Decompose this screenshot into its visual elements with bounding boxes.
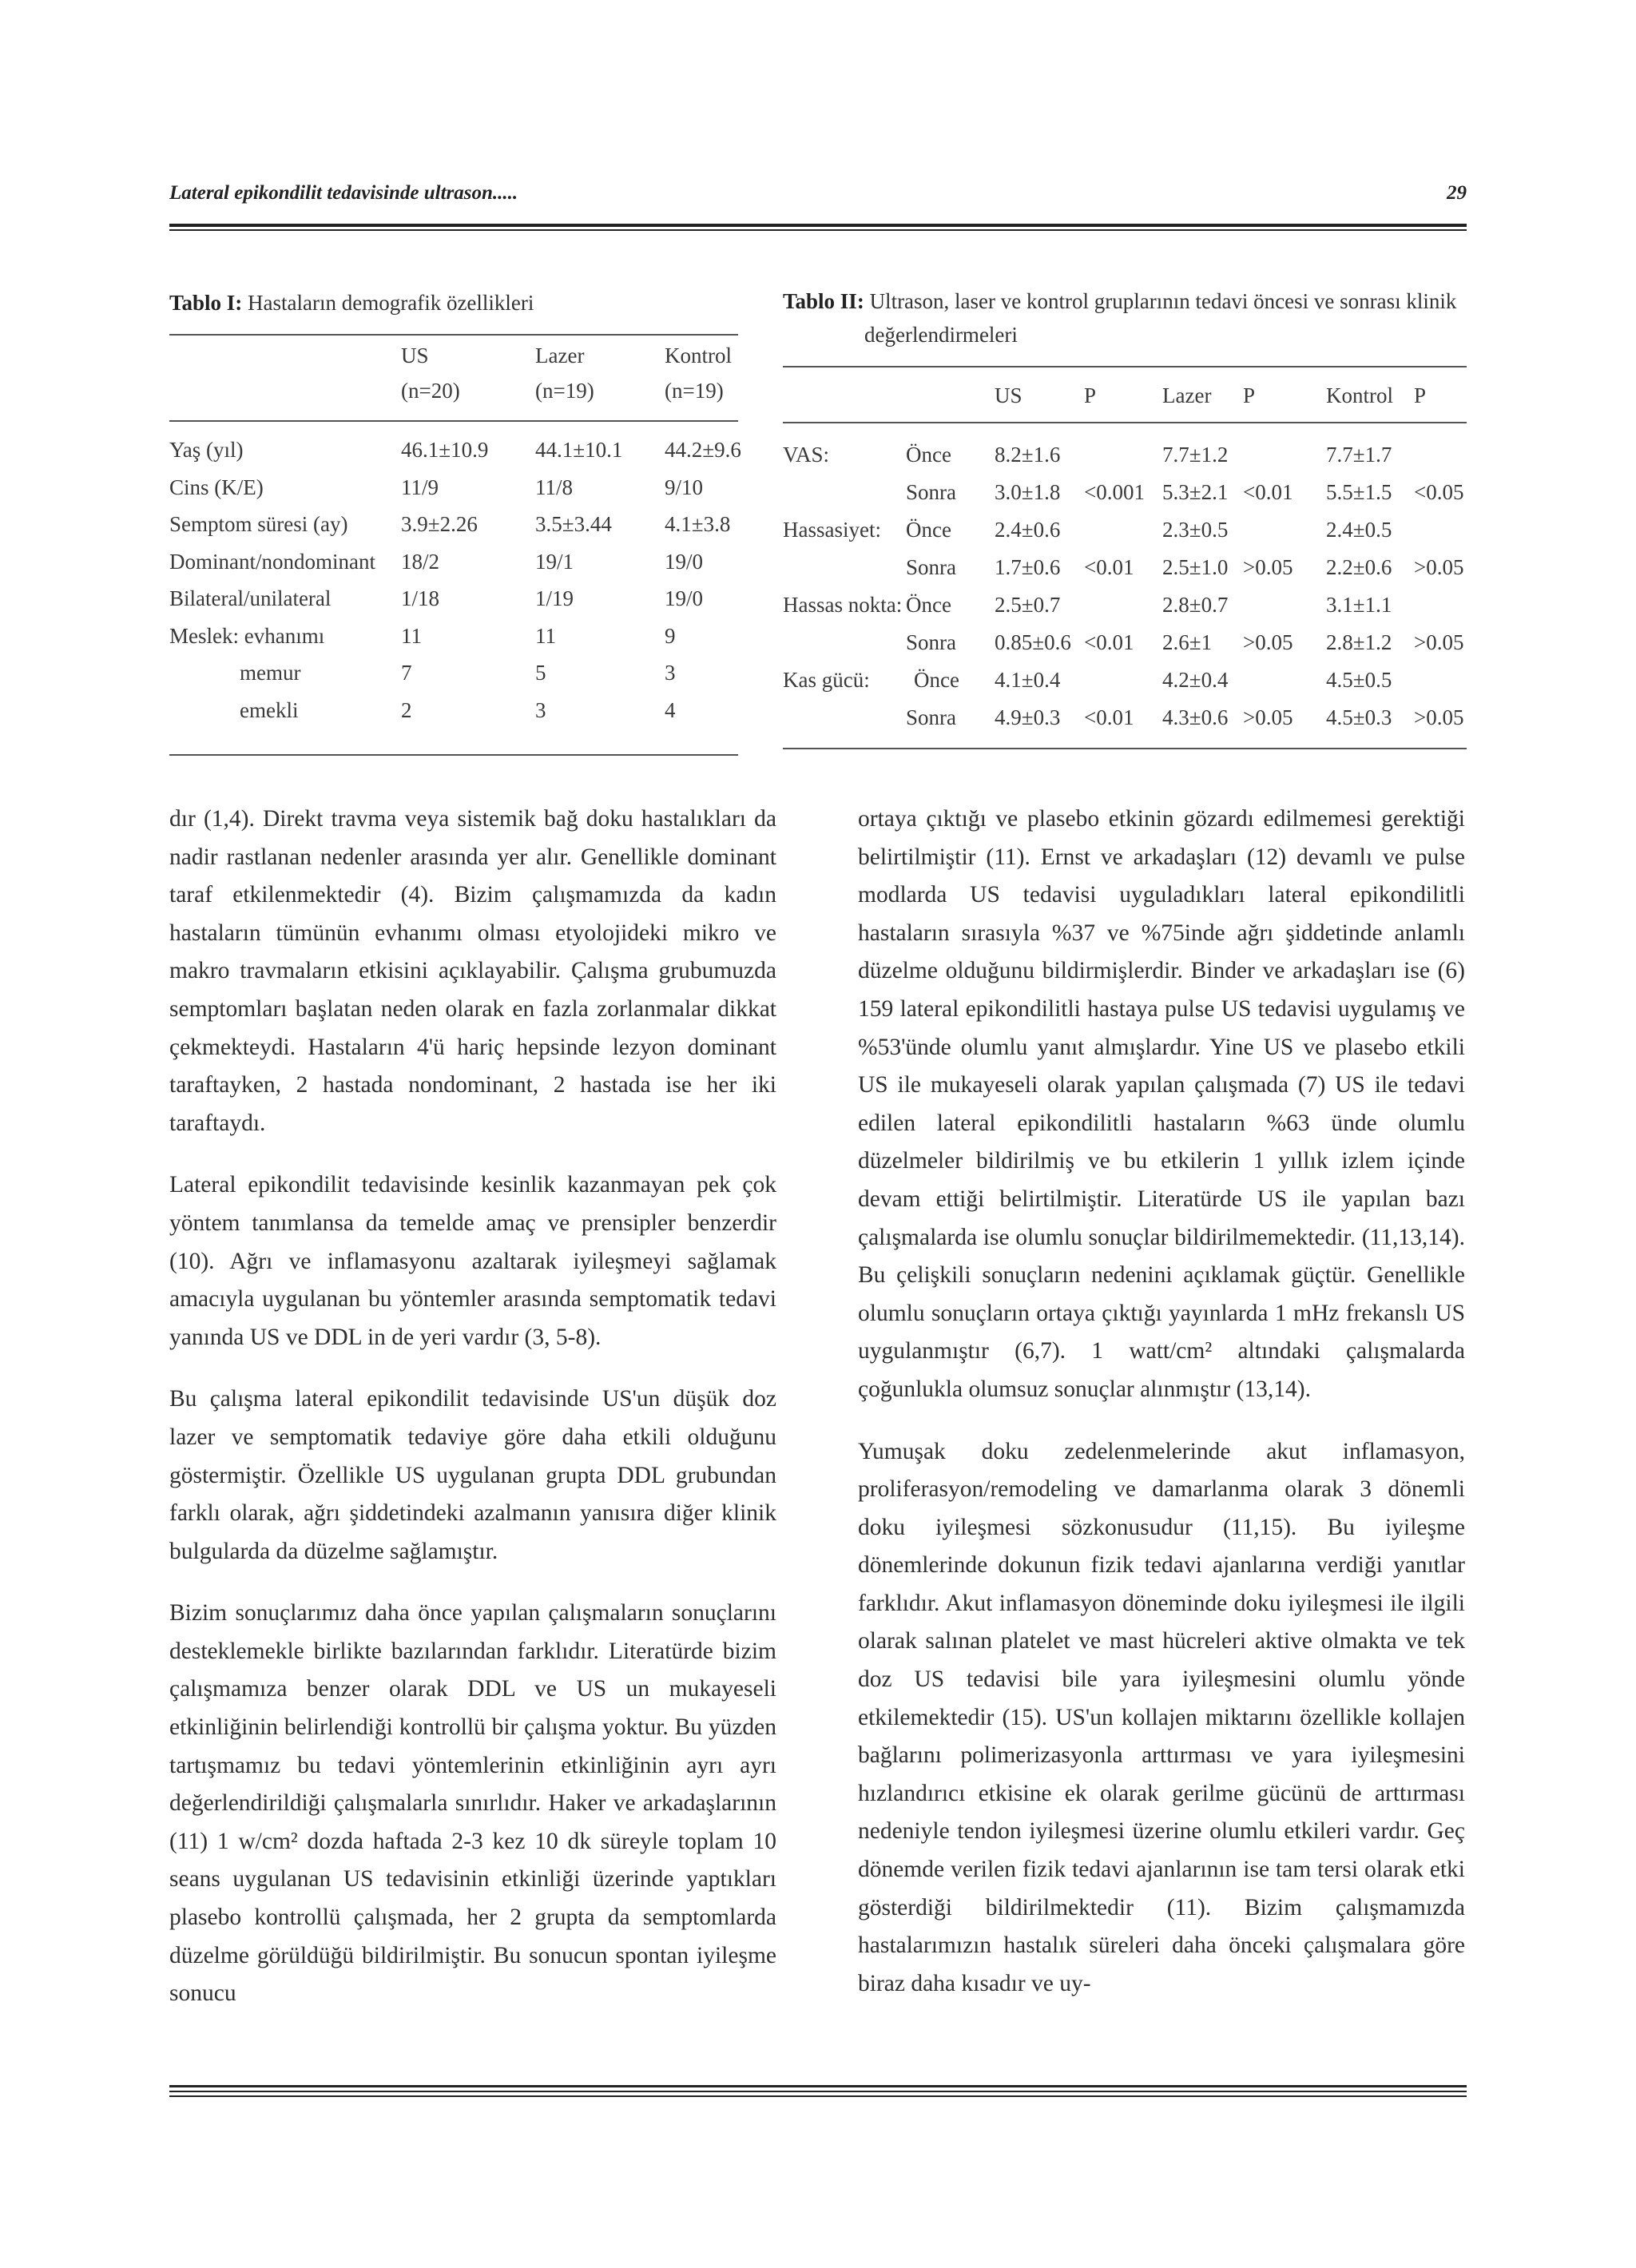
table1-row-label: Yaş (yıl)	[169, 438, 244, 462]
table2-measure-label: VAS:	[783, 443, 830, 467]
table1-label: Tablo I:	[169, 291, 243, 315]
table1-cell: 3	[535, 698, 546, 722]
table2-cell: <0.01	[1084, 555, 1134, 579]
table2-cell: <0.01	[1243, 480, 1293, 504]
table1-cell: 18/2	[401, 550, 440, 574]
table1-row-label: memur	[240, 661, 301, 685]
table1-cell: 11	[535, 624, 556, 648]
table1-row-label: emekli	[240, 698, 299, 722]
table1-row-label: Semptom süresi (ay)	[169, 512, 348, 536]
table2-cell: 2.4±0.5	[1326, 518, 1392, 542]
table2-time-label: Sonra	[906, 555, 956, 579]
table2-cell: 4.5±0.5	[1326, 668, 1392, 692]
table2-cell: 2.5±0.7	[995, 593, 1061, 617]
table1-col-header: Kontrol	[665, 344, 732, 367]
table2-cell: >0.05	[1414, 705, 1464, 729]
table1-cell: 3.5±3.44	[535, 512, 612, 536]
table1-cell: 3	[665, 661, 676, 685]
table2-col-header: P	[1243, 383, 1256, 407]
table1-cell: 1/18	[401, 586, 440, 610]
table1-col-n: (n=20)	[401, 379, 460, 403]
table2-cell: >0.05	[1243, 555, 1293, 579]
table2-top-rule	[783, 366, 1467, 367]
table1-cell: 19/1	[535, 550, 574, 574]
table2-time-label: Önce	[906, 518, 951, 542]
table2-cell: 2.3±0.5	[1162, 518, 1229, 542]
table1-cell: 44.2±9.6	[665, 438, 741, 462]
body-paragraph: Lateral epikondilit tedavisinde kesinlik kazanmayan pek çok yöntem tanımlansa da temelde amaç ve prensipler benzerdir (10). Ağrı ve inflamasyonu azaltarak iyileşmeyi sağlamak amacıyla uygulanan bu yöntemler arasında semptomatik tedavi yanında US ve DDL in de yeri vardır (3, 5-8).	[169, 1172, 776, 1350]
table1-cell: 19/0	[665, 550, 704, 574]
table1-cell: 44.1±10.1	[535, 438, 623, 462]
body-left-column	[169, 800, 776, 2037]
table1-cell: 4	[665, 698, 676, 722]
table1-cell: 5	[535, 661, 546, 685]
table2-bottom-rule	[783, 748, 1467, 749]
table1-cell: 9/10	[665, 475, 704, 499]
table2-col-header: Lazer	[1162, 383, 1212, 407]
table1-top-rule	[169, 334, 738, 336]
table2-time-label: Önce	[914, 668, 959, 692]
table1-col-header: Lazer	[535, 344, 585, 367]
body-paragraph: Bu çalışma lateral epikondilit tedavisinde US'un düşük doz lazer ve semptomatik tedaviye göre daha etkili olduğunu göstermiştir. Özellikle US uygulanan grupta DDL grubundan farklı olarak, ağrı şiddetindeki azalmanın yanısıra diğer klinik bulgularda da düzelme sağlamıştır.	[169, 1386, 776, 1564]
table2-time-label: Önce	[906, 443, 951, 467]
table2-cell: <0.01	[1084, 630, 1134, 654]
table2-col-header: US	[995, 383, 1022, 407]
table2-cell: >0.05	[1243, 630, 1293, 654]
table2-measure-label: Hassasiyet:	[783, 518, 881, 542]
table2-cell: 0.85±0.6	[995, 630, 1071, 654]
table2-col-header: P	[1084, 383, 1097, 407]
table2-caption-line2: değerlendirmeleri	[864, 323, 1018, 347]
table2-cell: >0.05	[1243, 705, 1293, 729]
table1-row-label: Cins (K/E)	[169, 475, 264, 499]
table1-row-label: Dominant/nondominant	[169, 550, 375, 574]
page-number: 29	[1447, 182, 1467, 204]
table1-caption	[169, 286, 534, 320]
table2-cell: <0.001	[1084, 480, 1145, 504]
table1-cell: 4.1±3.8	[665, 512, 731, 536]
table2-cell: 2.2±0.6	[1326, 555, 1392, 579]
table1-row-label: Bilateral/unilateral	[169, 586, 332, 610]
footer-rule	[169, 2085, 1467, 2097]
table1-cell: 11/9	[401, 475, 439, 499]
table2-cell: 2.5±1.0	[1162, 555, 1229, 579]
table1-cell: 3.9±2.26	[401, 512, 478, 536]
table2-cell: 5.3±2.1	[1162, 480, 1229, 504]
running-head	[169, 177, 1467, 209]
table2-cell: 2.6±1	[1162, 630, 1213, 654]
table2-header-rule	[783, 422, 1467, 423]
table2-cell: 4.9±0.3	[995, 705, 1061, 729]
table2-cell: >0.05	[1414, 555, 1464, 579]
table2-caption	[783, 284, 1478, 352]
table2-cell: <0.01	[1084, 705, 1134, 729]
table2-cell: 4.1±0.4	[995, 668, 1061, 692]
table2-time-label: Sonra	[906, 705, 956, 729]
table2-col-header: Kontrol	[1326, 383, 1393, 407]
table1-row-label: Meslek: evhanımı	[169, 624, 325, 648]
table2-cell: 3.1±1.1	[1326, 593, 1392, 617]
table2-cell: 8.2±1.6	[995, 443, 1061, 467]
body-paragraph: Yumuşak doku zedelenmelerinde akut inflamasyon, proliferasyon/remodeling ve damarlanma olarak 3 dönemli doku iyileşmesi sözkonusudur (11,15). Bu iyileşme dönemlerinde dokunun fizik tedavi ajanlarına verdiği yanıtlar farklıdır. Akut inflamasyon döneminde doku iyileşmesi ile ilgili olarak salınan platelet ve mast hücreleri aktive olmakta ve tek doz US tedavisi bile yara iyileşmesini olumlu yönde etkilemektedir (15). US'un kollajen miktarını özellikle kollajen bağlarını polimerizasyonla arttırması ve yara iyileşmesini hızlandırıcı etkisine ek olarak gerilme gücünü de arttırması nedeniyle tendon iyileşmesi üzerine olumlu etkileri vardır. Geç dönemde verilen fizik tedavi ajanlarının ise tam tersi olarak etki gösterdiği bildirilmektedir (11). Bizim çalışmamızda hastalarımızın hastalık süreleri daha önceki çalışmalara göre biraz daha kısadır ve uy-	[858, 1438, 1465, 1996]
body-paragraph: ortaya çıktığı ve plasebo etkinin gözardı edilmemesi gerektiği belirtilmiştir (11). Ernst ve arkadaşları (12) devamlı ve pulse modlarda US tedavisi uyguladıkları lateral epikondilitli hastaların sırasıyla %37 ve %75inde ağrı şiddetinde anlamlı düzelme olduğunu bildirmişlerdir. Binder ve arkadaşları ise (6) 159 lateral epikondilitli hastaya pulse US tedavisi uygulamış ve %53'ünde olumlu yanıt almışlardır. Yine US ve plasebo etkili US ile mukayeseli olarak yapılan çalışmada (7) US ile tedavi edilen lateral epikondilitli hastaların %63 ünde olumlu düzelmeler bildirilmiş ve bu etkilerin 1 yıllık izlem içinde devam ettiği belirtilmiştir. Literatürde US ile yapılan bazı çalışmalarda ise olumlu sonuçlar bildirilmemektedir. (11,13,14). Bu çelişkili sonuçların nedenini açıklamak güçtür. Genellikle olumlu sonuçların ortaya çıktığı yayınlarda 1 mHz frekanslı US uygulanmıştır (6,7). 1 watt/cm² altındaki çalışmalarda çoğunlukla olumsuz sonuçlar alınmıştır (13,14).	[858, 806, 1465, 1402]
table1-cell: 2	[401, 698, 412, 722]
table2-cell: 4.5±0.3	[1326, 705, 1392, 729]
table2-cell: 7.7±1.2	[1162, 443, 1229, 467]
table2-cell: 4.2±0.4	[1162, 668, 1229, 692]
body-right-column	[858, 800, 1465, 2027]
table2-cell: 5.5±1.5	[1326, 480, 1392, 504]
table2-measure-label: Hassas nokta:	[783, 593, 903, 617]
table1-col-header: US	[401, 344, 429, 367]
table2-cell: 2.4±0.6	[995, 518, 1061, 542]
table1-bottom-rule	[169, 754, 738, 756]
table1-cell: 9	[665, 624, 676, 648]
table2-col-header: P	[1414, 383, 1427, 407]
table2-measure-label: Kas gücü:	[783, 668, 870, 692]
table2-cell: 2.8±1.2	[1326, 630, 1392, 654]
header-rule	[169, 224, 1467, 231]
table1-cell: 7	[401, 661, 412, 685]
table1-cell: 11	[401, 624, 422, 648]
table2-time-label: Önce	[906, 593, 951, 617]
table2-cell: <0.05	[1414, 480, 1464, 504]
table2-cell: 3.0±1.8	[995, 480, 1061, 504]
body-paragraph: dır (1,4). Direkt travma veya sistemik bağ doku hastalıkları da nadir rastlanan nedenler arasında yer alır. Genellikle dominant taraf etkilenmektedir (4). Bizim çalışmamızda da kadın hastaların tümünün evhanımı olması etyolojideki mikro ve makro travmaların etkisini açıklayabilir. Çalışma grubumuzda semptomları başlatan neden olarak en fazla zorlanmalar dikkat çekmekteydi. Hastaların 4'ü hariç hepsinde lezyon dominant taraftayken, 2 hastada nondominant, 2 hastada ise her iki taraftaydı.	[169, 806, 776, 1136]
table2-caption-line1: Ultrason, laser ve kontrol gruplarının tedavi öncesi ve sonrası klinik	[869, 289, 1457, 313]
table2-cell: 2.8±0.7	[1162, 593, 1229, 617]
running-head-title: Lateral epikondilit tedavisinde ultrason.....	[169, 182, 518, 204]
body-paragraph: Bizim sonuçlarımız daha önce yapılan çalışmaların sonuçlarını desteklemekle birlikte bazılarından farklıdır. Literatürde bizim çalışmamıza benzer olarak DDL ve US un mukayeseli etkinliğinin belirlendiği kontrollü bir çalışma yoktur. Bu yüzden tartışmamız bu tedavi yöntemlerinin etkinliğinin ayrı ayrı değerlendirildiği çalışmalarla sınırlıdır. Haker ve arkadaşlarının (11) 1 w/cm² dozda haftada 2-3 kez 10 dk süreyle toplam 10 seans uygulanan US tedavisinin etkinliği üzerinde yaptıkları plasebo kontrollü çalışmada, her 2 grupta da semptomlarda düzelme görüldüğü bildirilmiştir. Bu sonucun spontan iyileşme sonucu	[169, 1600, 776, 2007]
table2-cell: 1.7±0.6	[995, 555, 1061, 579]
table2-time-label: Sonra	[906, 630, 956, 654]
table1-cell: 46.1±10.9	[401, 438, 489, 462]
table1-col-n: (n=19)	[665, 379, 724, 403]
table1-caption-text: Hastaların demografik özellikleri	[248, 291, 534, 315]
table2-cell: >0.05	[1414, 630, 1464, 654]
table1-cell: 19/0	[665, 586, 704, 610]
table2-time-label: Sonra	[906, 480, 956, 504]
table2-cell: 4.3±0.6	[1162, 705, 1229, 729]
table2-label: Tablo II:	[783, 289, 864, 313]
table1-cell: 11/8	[535, 475, 573, 499]
table1-header-rule	[169, 420, 738, 422]
table1-col-n: (n=19)	[535, 379, 594, 403]
table1-cell: 1/19	[535, 586, 574, 610]
table2-cell: 7.7±1.7	[1326, 443, 1392, 467]
